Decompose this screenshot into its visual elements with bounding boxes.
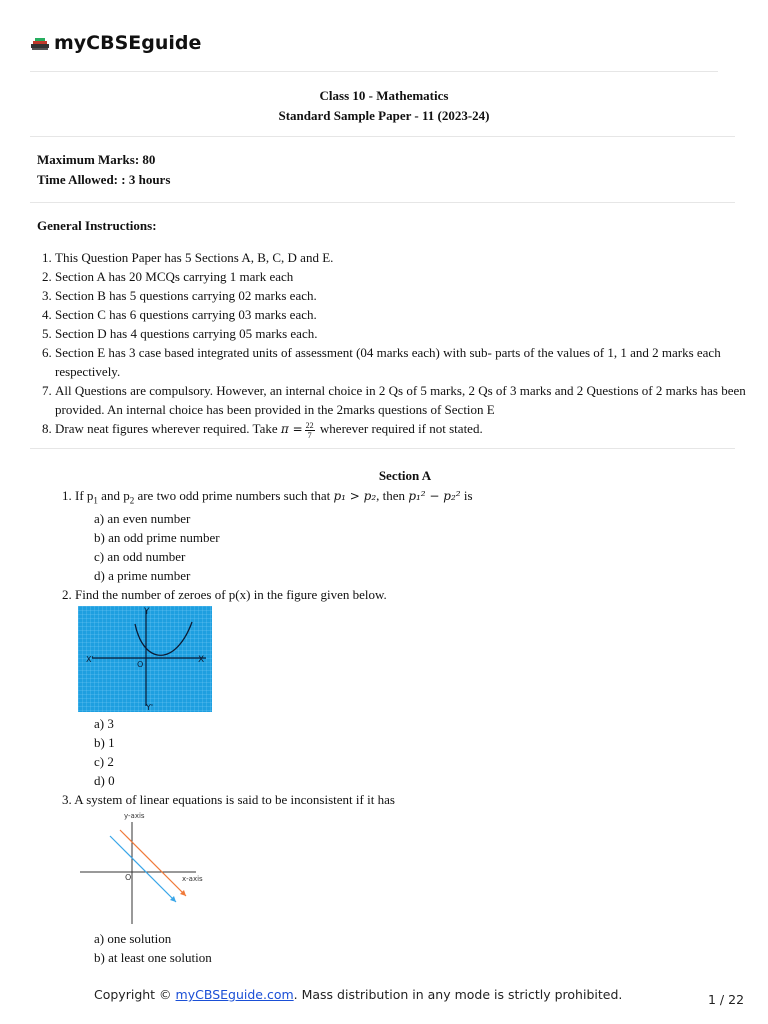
q1-option-a: a) an even number [94,511,191,526]
q3-option-a: a) one solution [94,931,172,946]
question-1 [62,488,473,506]
y-axis-label: y-axis [124,812,145,820]
question-3: 3. A system of linear equations is said to be inconsistent if it has [62,792,395,807]
max-marks: Maximum Marks: 80 [37,152,156,167]
q1-text-part: 1. If p [62,488,94,503]
q2-option-c: c) 2 [94,754,114,769]
instruction-item: 7. All Questions are compulsory. However, an internal choice in 2 Qs of 5 marks, 2 Qs of 3 marks and 2 Questions of 2 marks has been provided. An internal choice has been provided in the 2marks questions of Section E [55,381,755,419]
title-divider [30,136,735,137]
q1-sub: 1 [93,495,98,506]
orange-line [120,830,186,896]
books-icon [30,35,50,51]
instruction-item: 3. Section B has 5 questions carrying 02 marks each. [55,286,755,305]
instruction-item: 1. This Question Paper has 5 Sections A, B, C, D and E. [55,248,755,267]
brand-logo[interactable] [30,32,201,54]
parallel-lines-figure [76,810,216,928]
instructions-divider [30,448,735,449]
q1-math-inequality: p₁ > p₂ [333,489,377,503]
instructions-heading: General Instructions: [37,218,157,233]
q1-text-part: and p [97,488,130,503]
instruction-item-8-post: wherever required if not stated. [316,421,483,436]
copyright-text: Copyright © [94,987,176,1002]
page-indicator: 1 / 22 [708,992,745,1007]
q1-text-part: is [460,488,473,503]
x-axis-label: X [198,655,205,665]
instruction-item [55,419,755,440]
q2-option-d: d) 0 [94,773,115,788]
meta-divider [30,202,735,203]
header-divider [30,71,718,72]
fraction-denominator: 7 [307,430,312,440]
parabola-graph-figure [78,606,212,712]
q3-option-b: b) at least one solution [94,950,212,965]
y-neg-label: Y' [146,703,154,712]
instruction-item-8-pre: Draw neat figures wherever required. Take [55,421,281,436]
q2-option-b: b) 1 [94,735,115,750]
instruction-item: 5. Section D has 4 questions carrying 05 marks each. [55,324,755,343]
y-axis-label: Y [144,607,150,617]
footer-copyright [94,987,622,1002]
x-neg-label: X' [86,655,94,664]
instructions-list [37,248,755,440]
q1-math-expression: p₁² − p₂² [408,489,461,503]
q1-text-part: , then [376,488,409,503]
q1-option-d: d) a prime number [94,568,191,583]
origin-label: O [137,660,144,669]
instruction-item: 6. Section E has 3 case based integrated units of assessment (04 marks each) with sub- parts of the values of 1, 1 and 2 marks each respectively. [55,343,755,381]
instruction-item: 4. Section C has 6 questions carrying 03 marks each. [55,305,755,324]
section-a-title: Section A [378,468,432,483]
q2-option-a: a) 3 [94,716,114,731]
paper-subject: Class 10 - Mathematics [319,88,449,103]
fraction-numerator: 22 [305,420,314,430]
q1-option-b: b) an odd prime number [94,530,220,545]
instruction-item: 2. Section A has 20 MCQs carrying 1 mark each [55,267,755,286]
q1-option-c: c) an odd number [94,549,186,564]
pi-fraction [305,421,315,440]
question-2: 2. Find the number of zeroes of p(x) in the figure given below. [62,587,387,602]
graph-grid [78,606,212,712]
copyright-notice: . Mass distribution in any mode is strictly prohibited. [293,987,623,1002]
time-allowed: Time Allowed: : 3 hours [37,172,171,187]
x-axis-label: x-axis [182,875,203,883]
origin-label: O [125,873,132,882]
pi-symbol: π = [280,422,303,436]
footer-link[interactable]: myCBSEguide.com [175,987,294,1002]
brand-name: myCBSEguide [54,32,202,54]
blue-line [110,836,176,902]
q1-text-part: are two odd prime numbers such that [134,488,334,503]
q1-sub: 2 [129,495,135,506]
paper-title: Standard Sample Paper - 11 (2023-24) [278,108,490,123]
